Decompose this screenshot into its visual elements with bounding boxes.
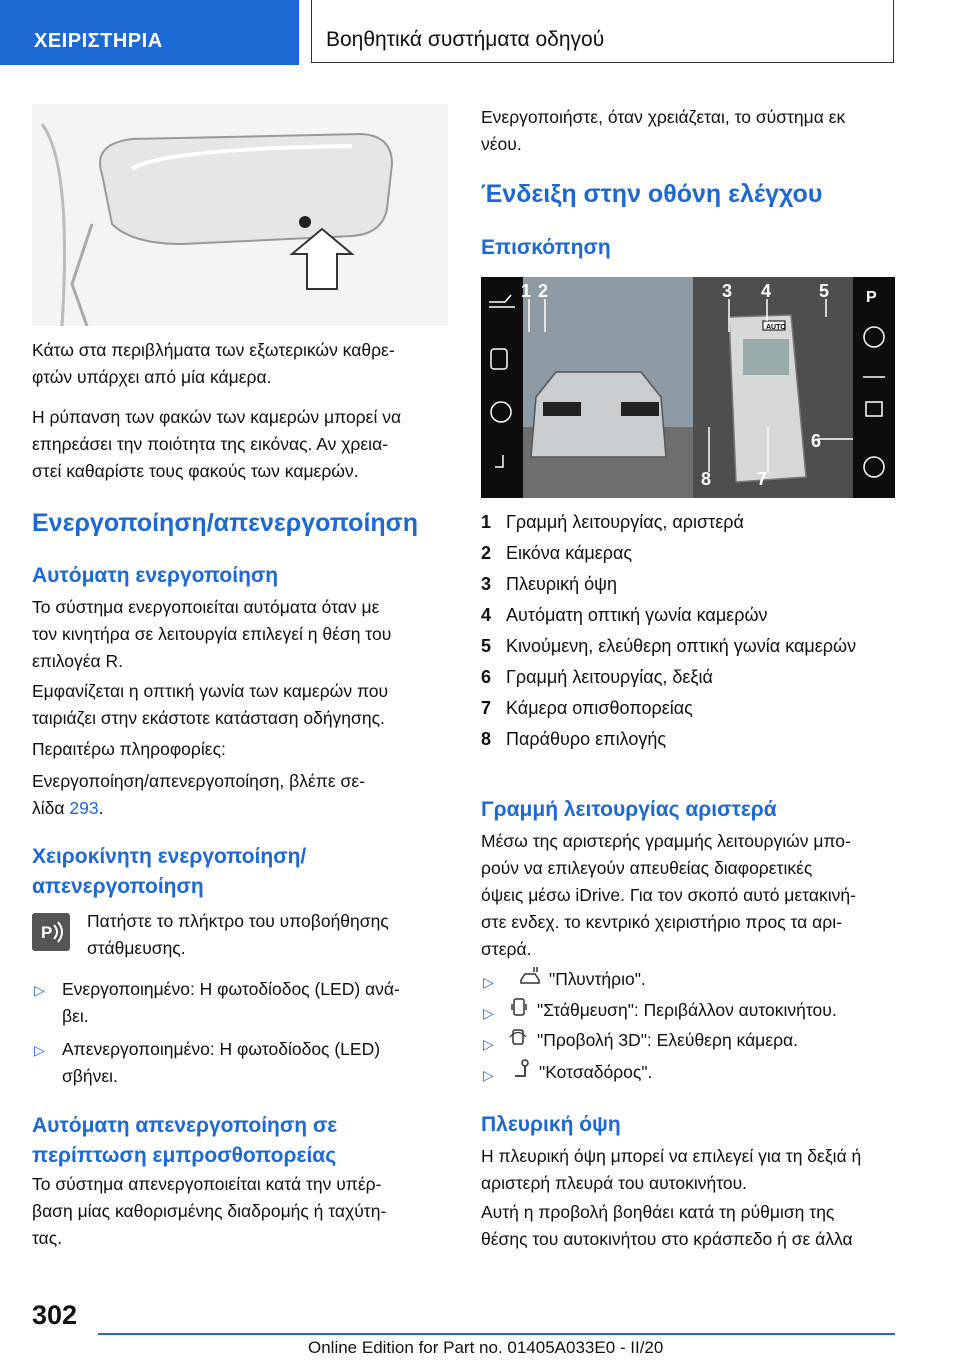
- legend-number: 8: [481, 729, 492, 749]
- legend-number: 6: [481, 667, 492, 687]
- text-line: Εμφανίζεται η οπτική γωνία των καμερών που: [32, 681, 389, 701]
- legend-text: Κινούμενη, ελεύθερη οπτική γωνία καμερών: [506, 636, 857, 656]
- legend-number: 1: [481, 512, 492, 532]
- text-line: θέσης του αυτοκινήτου στο κράσπεδο ή σε άλλα: [481, 1229, 853, 1249]
- figure-legend: [481, 508, 901, 768]
- heading-line: Αυτόματη απενεργοποίηση σε: [32, 1114, 338, 1137]
- text-line: στερά.: [481, 939, 532, 959]
- heading-overview: Επισκόπηση: [481, 236, 611, 259]
- callout-5: 5: [819, 281, 830, 301]
- text-line: Το σύστημα ενεργοποιείται αυτόματα όταν με: [32, 597, 380, 617]
- text-line: [32, 795, 452, 822]
- heading-line: απενεργοποίηση: [32, 875, 204, 898]
- legend-number: 5: [481, 636, 492, 656]
- text-span: .: [98, 798, 104, 818]
- page-number: 302: [32, 1300, 78, 1330]
- bullet-led-on: [62, 976, 452, 1030]
- left-para-dirty-lens: [32, 404, 452, 485]
- footer-divider: [98, 1333, 895, 1335]
- text-line: Κάτω στα περιβλήματα των εξωτερικών καθρε-: [32, 340, 395, 360]
- left-para-deactivation: [32, 1171, 452, 1252]
- text-line: ταιριάζει στην εκάστοτε κατάσταση οδήγησης.: [32, 708, 385, 728]
- option-trailer-hitch: "Κοτσαδόρος".: [539, 1062, 653, 1082]
- text-line: Το σύστημα απενεργοποιείται κατά την υπέρ-: [32, 1174, 382, 1194]
- right-para-curb: [481, 1199, 901, 1253]
- callout-7: 7: [757, 469, 768, 489]
- bullet-triangle-icon: ▷: [483, 1005, 494, 1021]
- text-line: βαση μίας καθορισμένης διαδρομής ή ταχύτη-: [32, 1201, 387, 1221]
- legend-text: Γραμμή λειτουργίας, δεξιά: [506, 667, 713, 687]
- callout-6: 6: [811, 431, 822, 451]
- legend-number: 3: [481, 574, 492, 594]
- legend-text: Γραμμή λειτουργίας, αριστερά: [506, 512, 744, 532]
- callout-2: 2: [538, 281, 549, 301]
- legend-text: Αυτόματη οπτική γωνία καμερών: [506, 605, 768, 625]
- heading-manual-activation: [32, 842, 306, 902]
- text-line: σβήνει.: [62, 1066, 118, 1086]
- legend-text: Παράθυρο επιλογής: [506, 729, 667, 749]
- text-line: τας.: [32, 1228, 63, 1248]
- auto-badge: AUTO: [766, 324, 786, 331]
- text-line: φτών υπάρχει από μία κάμερα.: [32, 367, 272, 387]
- svg-text:P: P: [41, 923, 53, 942]
- heading-left-function-bar: Γραμμή λειτουργίας αριστερά: [481, 798, 777, 821]
- heading-auto-activation: Αυτόματη ενεργοποίηση: [32, 564, 279, 587]
- text-line: Απενεργοποιημένο: Η φωτοδίοδος (LED): [62, 1039, 381, 1059]
- header-chapter-box: [311, 0, 894, 63]
- header-chapter-title: Βοηθητικά συστήματα οδηγού: [326, 28, 605, 51]
- header-section-tab: [0, 0, 299, 65]
- bullet-triangle-icon: ▷: [483, 1067, 494, 1083]
- legend-number: 7: [481, 698, 492, 718]
- left-para-view: [32, 678, 452, 732]
- text-line: επιλογέα R.: [32, 651, 124, 671]
- right-para-reactivate: [481, 104, 901, 158]
- heading-line: Χειροκίνητη ενεργοποίηση/: [32, 845, 307, 868]
- left-para-button: [87, 908, 447, 962]
- 3d-view-icon: [509, 1026, 527, 1053]
- text-line: στάθμευσης.: [87, 938, 186, 958]
- right-para-side-view: [481, 1143, 901, 1197]
- left-para-auto: [32, 594, 452, 675]
- text-line: τον κινητήρα σε λειτουργία επιλεγεί η θέση του: [32, 624, 392, 644]
- text-span: λίδα: [32, 798, 70, 818]
- text-line: Ενεργοποιήστε, όταν χρειάζεται, το σύστημα εκ: [481, 107, 846, 127]
- car-wash-icon: [519, 966, 541, 991]
- text-line: Πατήστε το πλήκτρο του υποβοήθησης: [87, 911, 389, 931]
- text-line: Ενεργοποιημένο: Η φωτοδίοδος (LED) ανά-: [62, 979, 400, 999]
- text-line: Ενεργοποίηση/απενεργοποίηση, βλέπε σε-: [32, 771, 365, 791]
- text-line: ρούν να επιλεγούν απευθείας διαφορετικές: [481, 858, 813, 878]
- bullet-triangle-icon: ▷: [483, 1036, 494, 1052]
- option-car-wash: "Πλυντήριο".: [549, 969, 646, 989]
- text-line: Αυτή η προβολή βοηθάει κατά τη ρύθμιση της: [481, 1202, 835, 1222]
- legend-number: 2: [481, 543, 492, 563]
- bullet-led-off: [62, 1036, 452, 1090]
- bullet-triangle-icon: ▷: [34, 982, 45, 998]
- text-line: επηρεάσει την ποιότητα της εικόνας. Αν χρεια-: [32, 434, 389, 454]
- option-parking: "Στάθμευση": Περιβάλλον αυτοκινήτου.: [537, 1000, 837, 1020]
- bullet-triangle-icon: ▷: [483, 974, 494, 990]
- legend-number: 4: [481, 605, 492, 625]
- heading-side-view: Πλευρική όψη: [481, 1113, 621, 1136]
- heading-activation: Ενεργοποίηση/απενεργοποίηση: [32, 509, 419, 537]
- callout-3: 3: [722, 281, 733, 301]
- heading-control-display: Ένδειξη στην οθόνη ελέγχου: [481, 180, 823, 208]
- mirror-camera-figure: [32, 104, 448, 326]
- callout-8: 8: [701, 469, 712, 489]
- bullet-triangle-icon: ▷: [34, 1042, 45, 1058]
- legend-text: Εικόνα κάμερας: [506, 543, 633, 563]
- control-display-figure: [481, 277, 895, 498]
- option-3d-view: "Προβολή 3D": Ελεύθερη κάμερα.: [537, 1030, 799, 1050]
- left-para-reference: [32, 768, 452, 822]
- svg-text:P: P: [866, 289, 877, 306]
- text-line: αριστερή πλευρά του αυτοκινήτου.: [481, 1173, 748, 1193]
- text-line: στεί καθαρίστε τους φακούς των καμερών.: [32, 461, 359, 481]
- text-line: όψεις μέσω iDrive. Για τον σκοπό αυτό μετακινή-: [481, 885, 856, 905]
- parking-view-icon: [511, 996, 527, 1023]
- callout-1: 1: [521, 281, 532, 301]
- text-line: Η πλευρική όψη μπορεί να επιλεγεί για τη δεξιά ή: [481, 1146, 862, 1166]
- left-para-mirror: [32, 337, 452, 391]
- parking-assist-button-icon: [32, 913, 70, 951]
- legend-text: Κάμερα οπισθοπορείας: [506, 698, 693, 718]
- text-line: Η ρύπανση των φακών των καμερών μπορεί να: [32, 407, 402, 427]
- callout-4: 4: [761, 281, 772, 301]
- text-line: νέου.: [481, 134, 522, 154]
- heading-line: περίπτωση εμπροσθοπορείας: [32, 1144, 337, 1167]
- right-para-function-bar: [481, 828, 901, 963]
- text-line: στε ενδεχ. το κεντρικό χειριστήριο προς τα αρι-: [481, 912, 842, 932]
- page-link-293[interactable]: 293: [69, 798, 99, 818]
- text-line: Μέσω της αριστερής γραμμής λειτουργιών μπο-: [481, 831, 851, 851]
- text-line: βει.: [62, 1006, 89, 1026]
- heading-auto-deactivation: [32, 1111, 337, 1171]
- left-para-more-info: Περαιτέρω πληροφορίες:: [32, 739, 226, 759]
- legend-text: Πλευρική όψη: [506, 574, 617, 594]
- header-section-title: ΧΕΙΡΙΣΤΗΡΙΑ: [34, 30, 163, 52]
- footer-edition: Online Edition for Part no. 01405A033E0 - II/20: [308, 1338, 664, 1357]
- trailer-hitch-icon: [513, 1058, 533, 1085]
